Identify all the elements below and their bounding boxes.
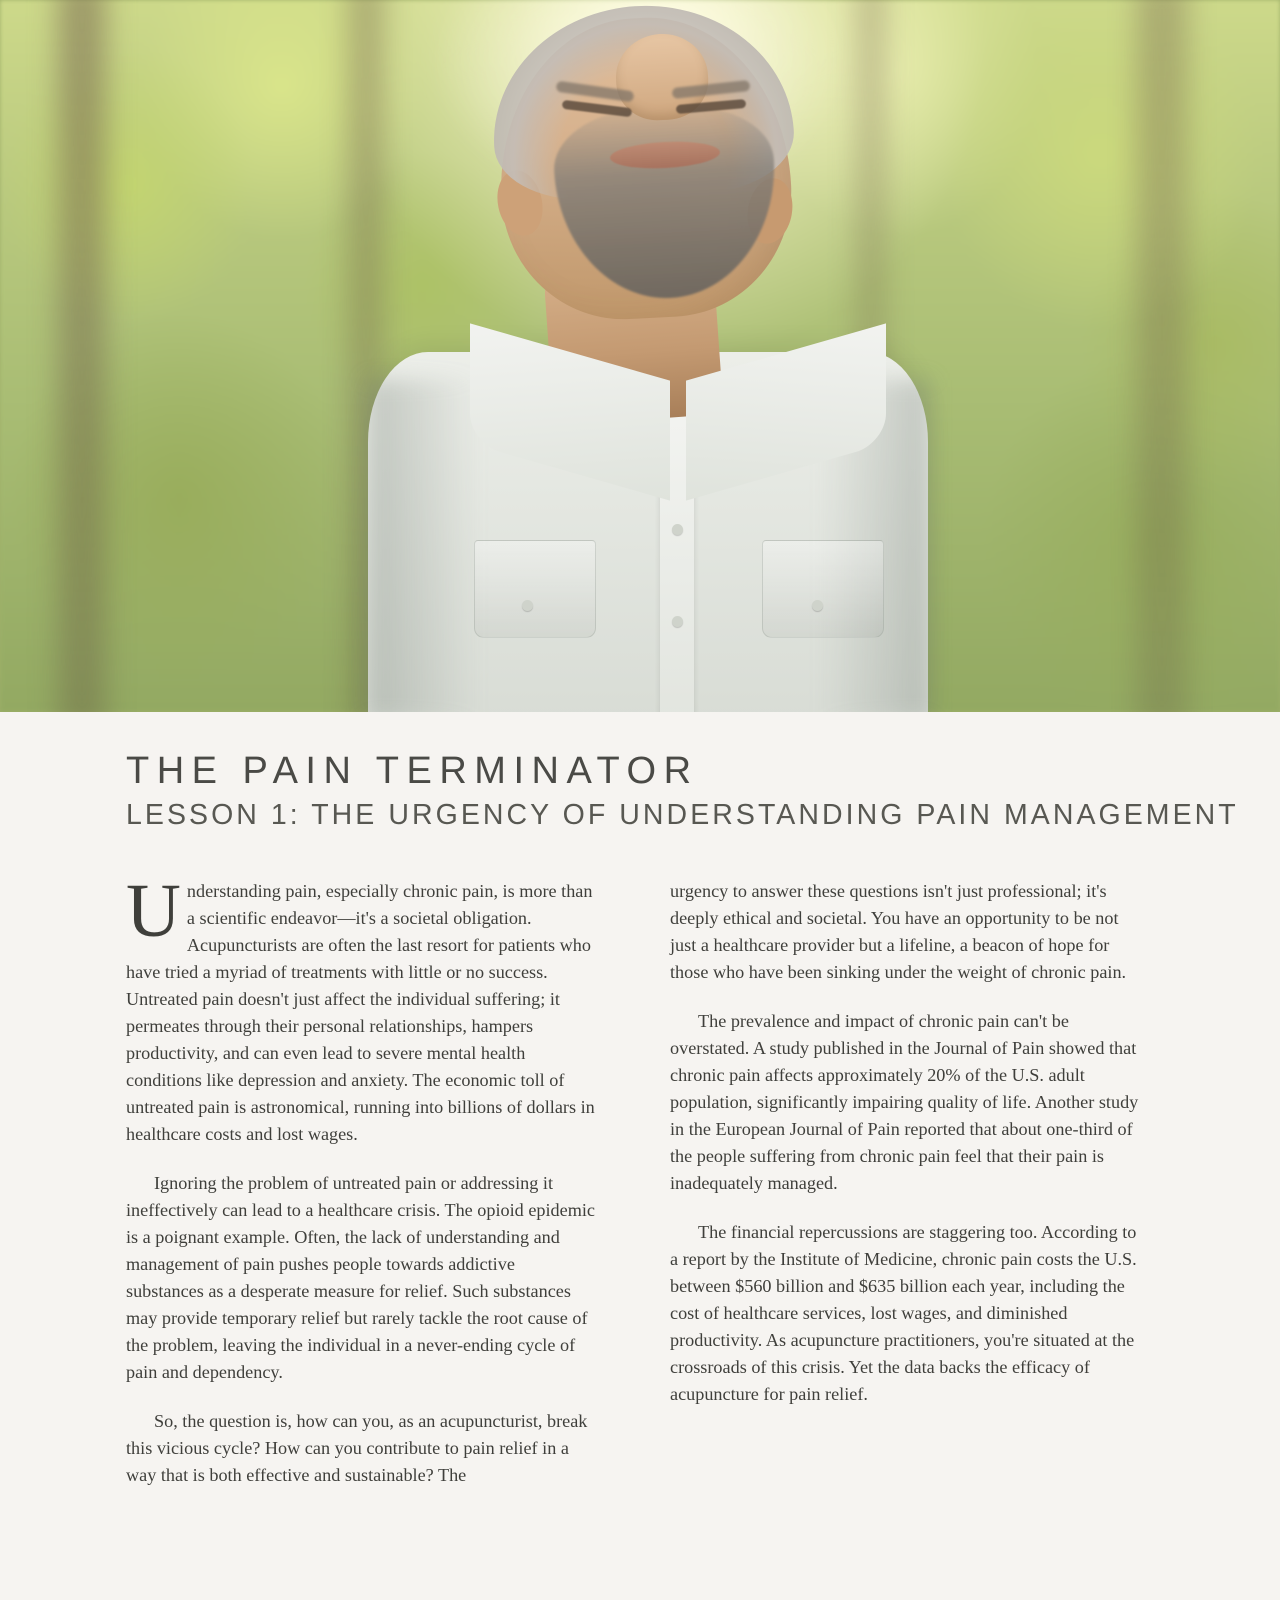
- title-block: [126, 712, 1239, 832]
- column-left: [126, 869, 596, 1489]
- shirt-button: [672, 616, 683, 627]
- shirt-shadow-left: [368, 380, 478, 712]
- paragraph: The prevalence and impact of chronic pain can't be overstated. A study published in the Journal of Pain showed that chronic pain affects approximately 20% of the U.S. adult population, significantly impairing quality of life. Another study in the European Journal of Pain reported that about one-third of the people suffering from chronic pain feel that their pain is inadequately managed.: [670, 1011, 1139, 1193]
- text-columns: [126, 869, 1154, 1489]
- page-subtitle: LESSON 1: THE URGENCY OF UNDERSTANDING PAIN MANAGEMENT: [126, 799, 1239, 831]
- person-figure: [0, 0, 1280, 712]
- shirt-button: [672, 524, 683, 535]
- column-right: [670, 878, 1140, 1408]
- pocket-button: [522, 600, 533, 611]
- shirt-pocket-right: [762, 540, 884, 638]
- pocket-button: [812, 600, 823, 611]
- hero-image: [0, 0, 1280, 712]
- page-title: THE PAIN TERMINATOR: [126, 750, 699, 792]
- paragraph: urgency to answer these questions isn't just professional; it's deeply ethical and societal. You have an opportunity to be not just a healthcare provider but a lifeline, a beacon of hope for those who have been sinking under the weight of chronic pain.: [670, 881, 1127, 982]
- paragraph: Ignoring the problem of untreated pain or addressing it ineffectively can lead to a healthcare crisis. The opioid epidemic is a poignant example. Often, the lack of understanding and management of pain pushes people towards addictive substances as a desperate measure for relief. Such substances may provide temporary relief but rarely tackle the root cause of the problem, leaving the individual in a never-ending cycle of pain and dependency.: [126, 1173, 595, 1382]
- article-content: [0, 712, 1280, 1600]
- paragraph: The financial repercussions are staggering too. According to a report by the Institute of Medicine, chronic pain costs the U.S. between $560 billion and $635 billion each year, including the cost of healthcare services, lost wages, and diminished productivity. As acupuncture practitioners, you're situated at the crossroads of this crisis. Yet the data backs the efficacy of acupuncture for pain relief.: [670, 1222, 1137, 1404]
- paragraph: So, the question is, how can you, as an acupuncturist, break this vicious cycle? How can you contribute to pain relief in a way that is both effective and sustainable? The: [126, 1411, 588, 1485]
- shirt-pocket-left: [474, 540, 596, 638]
- paragraph: Understanding pain, especially chronic pain, is more than a scientific endeavor—it's a societal obligation. Acupuncturists are often the last resort for patients who have tried a myriad of treatments with little or no success. Untreated pain doesn't just affect the individual suffering; it permeates through their personal relationships, hampers productivity, and can even lead to severe mental health conditions like depression and anxiety. The economic toll of untreated pain is astronomical, running into billions of dollars in healthcare costs and lost wages.: [126, 869, 595, 1144]
